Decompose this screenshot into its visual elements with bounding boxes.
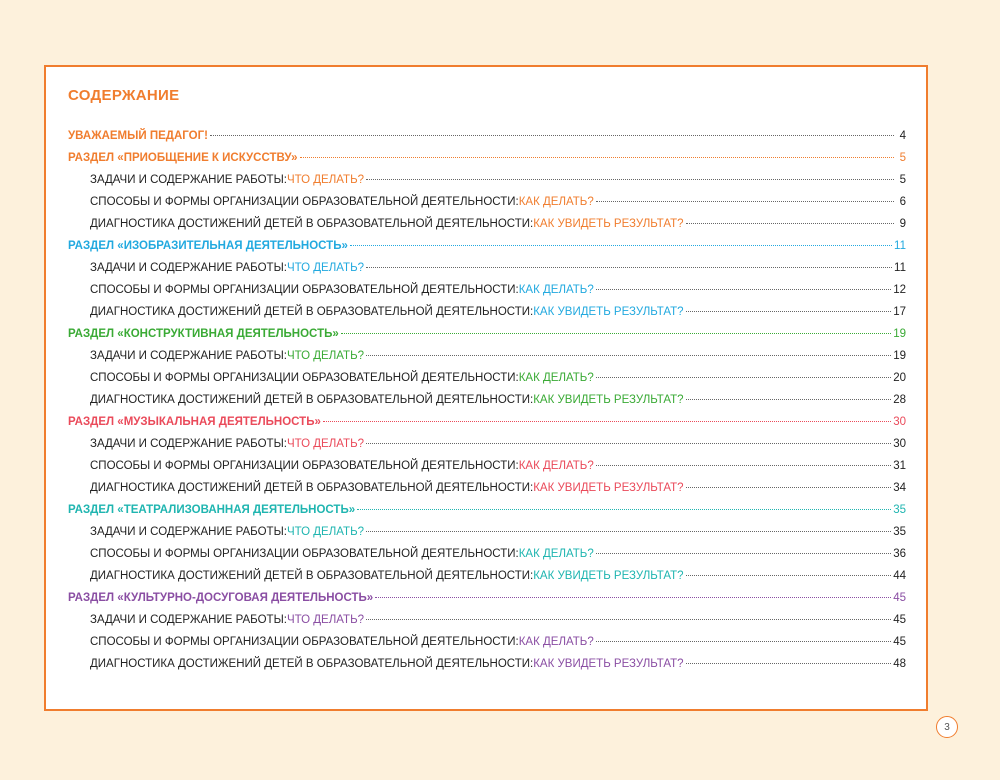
toc-page-number: 19 [893, 350, 906, 362]
toc-page-number: 45 [893, 636, 906, 648]
toc-item-label: СПОСОБЫ И ФОРМЫ ОРГАНИЗАЦИИ ОБРАЗОВАТЕЛЬНОЙ ДЕЯТЕЛЬНОСТИ: [90, 636, 519, 648]
dot-leader [596, 553, 891, 554]
toc-item-label: ДИАГНОСТИКА ДОСТИЖЕНИЙ ДЕТЕЙ В ОБРАЗОВАТЕЛЬНОЙ ДЕЯТЕЛЬНОСТИ: [90, 218, 534, 230]
toc-page-number: 36 [893, 548, 906, 560]
toc-item[interactable] [68, 570, 906, 592]
dot-leader [341, 333, 891, 334]
dot-leader [686, 663, 892, 664]
toc-item[interactable] [68, 174, 906, 196]
toc-item-highlight: ЧТО ДЕЛАТЬ? [286, 174, 365, 186]
dot-leader [686, 223, 894, 224]
page-number-badge: 3 [936, 716, 958, 738]
toc-item-label: ЗАДАЧИ И СОДЕРЖАНИЕ РАБОТЫ: [90, 262, 287, 274]
dot-leader [375, 597, 891, 598]
toc-page-number: 4 [899, 130, 906, 142]
toc-page-number: 6 [899, 196, 906, 208]
dot-leader [596, 641, 891, 642]
toc-item[interactable] [68, 636, 906, 658]
toc-item[interactable] [68, 614, 906, 636]
toc-item[interactable] [68, 548, 906, 570]
dot-leader [300, 157, 894, 158]
toc-page-number: 12 [893, 284, 906, 296]
table-of-contents [68, 130, 906, 680]
toc-item-label: ЗАДАЧИ И СОДЕРЖАНИЕ РАБОТЫ: [90, 614, 287, 626]
toc-item[interactable] [68, 658, 906, 680]
toc-item[interactable] [68, 218, 906, 240]
dot-leader [366, 531, 891, 532]
toc-page-number: 5 [899, 152, 906, 164]
toc-page-number: 30 [893, 438, 906, 450]
toc-item[interactable] [68, 372, 906, 394]
toc-page-number: 9 [899, 218, 906, 230]
page-title: СОДЕРЖАНИЕ [68, 87, 180, 104]
toc-item-label: ЗАДАЧИ И СОДЕРЖАНИЕ РАБОТЫ: [90, 174, 287, 186]
toc-section-label: РАЗДЕЛ «ТЕАТРАЛИЗОВАННАЯ ДЕЯТЕЛЬНОСТЬ» [68, 504, 356, 516]
toc-item[interactable] [68, 284, 906, 306]
toc-item-highlight: КАК ДЕЛАТЬ? [518, 548, 594, 560]
dot-leader [366, 267, 892, 268]
toc-item-highlight: ЧТО ДЕЛАТЬ? [286, 526, 365, 538]
toc-item-highlight: КАК ДЕЛАТЬ? [518, 372, 594, 384]
dot-leader [596, 201, 894, 202]
toc-item-label: СПОСОБЫ И ФОРМЫ ОРГАНИЗАЦИИ ОБРАЗОВАТЕЛЬНОЙ ДЕЯТЕЛЬНОСТИ: [90, 372, 519, 384]
toc-section-art[interactable] [68, 152, 906, 174]
dot-leader [686, 399, 892, 400]
contents-frame [44, 65, 928, 711]
toc-page-number: 30 [893, 416, 906, 428]
toc-item-label: ДИАГНОСТИКА ДОСТИЖЕНИЙ ДЕТЕЙ В ОБРАЗОВАТЕЛЬНОЙ ДЕЯТЕЛЬНОСТИ: [90, 658, 534, 670]
toc-item-label: СПОСОБЫ И ФОРМЫ ОРГАНИЗАЦИИ ОБРАЗОВАТЕЛЬНОЙ ДЕЯТЕЛЬНОСТИ: [90, 196, 519, 208]
dot-leader [350, 245, 892, 246]
toc-section-label: РАЗДЕЛ «МУЗЫКАЛЬНАЯ ДЕЯТЕЛЬНОСТЬ» [68, 416, 321, 428]
toc-item-highlight: ЧТО ДЕЛАТЬ? [286, 262, 365, 274]
dot-leader [366, 619, 891, 620]
dot-leader [686, 487, 892, 488]
toc-item[interactable] [68, 526, 906, 548]
toc-page-number: 20 [893, 372, 906, 384]
dot-leader [596, 465, 891, 466]
dot-leader [596, 377, 891, 378]
toc-item-label: ЗАДАЧИ И СОДЕРЖАНИЕ РАБОТЫ: [90, 438, 287, 450]
toc-entry-label: УВАЖАЕМЫЙ ПЕДАГОГ! [68, 130, 208, 142]
toc-item-label: СПОСОБЫ И ФОРМЫ ОРГАНИЗАЦИИ ОБРАЗОВАТЕЛЬНОЙ ДЕЯТЕЛЬНОСТИ: [90, 284, 519, 296]
toc-section-theatre[interactable] [68, 504, 906, 526]
toc-page-number: 45 [893, 592, 906, 604]
toc-page-number: 34 [893, 482, 906, 494]
toc-item-highlight: КАК УВИДЕТЬ РЕЗУЛЬТАТ? [533, 570, 684, 582]
toc-page-number: 11 [894, 262, 906, 274]
toc-page-number: 31 [893, 460, 906, 472]
toc-item-label: ЗАДАЧИ И СОДЕРЖАНИЕ РАБОТЫ: [90, 526, 287, 538]
dot-leader [596, 289, 891, 290]
toc-item[interactable] [68, 394, 906, 416]
toc-item[interactable] [68, 262, 906, 284]
toc-page-number: 5 [899, 174, 906, 186]
toc-page-number: 28 [893, 394, 906, 406]
toc-item-highlight: КАК ДЕЛАТЬ? [518, 196, 594, 208]
toc-item-label: ДИАГНОСТИКА ДОСТИЖЕНИЙ ДЕТЕЙ В ОБРАЗОВАТЕЛЬНОЙ ДЕЯТЕЛЬНОСТИ: [90, 306, 534, 318]
dot-leader [686, 311, 892, 312]
toc-section-constructive[interactable] [68, 328, 906, 350]
dot-leader [366, 443, 891, 444]
dot-leader [357, 509, 891, 510]
toc-page-number: 35 [893, 504, 906, 516]
toc-section-label: РАЗДЕЛ «ИЗОБРАЗИТЕЛЬНАЯ ДЕЯТЕЛЬНОСТЬ» [68, 240, 348, 252]
toc-item-highlight: КАК УВИДЕТЬ РЕЗУЛЬТАТ? [533, 306, 684, 318]
toc-item-highlight: ЧТО ДЕЛАТЬ? [286, 350, 365, 362]
toc-item-highlight: КАК ДЕЛАТЬ? [518, 636, 594, 648]
dot-leader [366, 179, 894, 180]
toc-page-number: 35 [893, 526, 906, 538]
toc-section-label: РАЗДЕЛ «КУЛЬТУРНО-ДОСУГОВАЯ ДЕЯТЕЛЬНОСТЬ» [68, 592, 374, 604]
toc-item-highlight: ЧТО ДЕЛАТЬ? [286, 438, 365, 450]
toc-page-number: 44 [893, 570, 906, 582]
dot-leader [323, 421, 891, 422]
dot-leader [686, 575, 892, 576]
toc-item-label: СПОСОБЫ И ФОРМЫ ОРГАНИЗАЦИИ ОБРАЗОВАТЕЛЬНОЙ ДЕЯТЕЛЬНОСТИ: [90, 460, 519, 472]
toc-page-number: 19 [893, 328, 906, 340]
dot-leader [210, 135, 894, 136]
toc-page-number: 48 [893, 658, 906, 670]
toc-item[interactable] [68, 306, 906, 328]
toc-item[interactable] [68, 482, 906, 504]
toc-item-label: ЗАДАЧИ И СОДЕРЖАНИЕ РАБОТЫ: [90, 350, 287, 362]
toc-item-highlight: ЧТО ДЕЛАТЬ? [286, 614, 365, 626]
toc-page-number: 45 [893, 614, 906, 626]
toc-item-label: СПОСОБЫ И ФОРМЫ ОРГАНИЗАЦИИ ОБРАЗОВАТЕЛЬНОЙ ДЕЯТЕЛЬНОСТИ: [90, 548, 519, 560]
toc-item-highlight: КАК УВИДЕТЬ РЕЗУЛЬТАТ? [533, 482, 684, 494]
toc-item-label: ДИАГНОСТИКА ДОСТИЖЕНИЙ ДЕТЕЙ В ОБРАЗОВАТЕЛЬНОЙ ДЕЯТЕЛЬНОСТИ: [90, 482, 534, 494]
toc-item[interactable] [68, 196, 906, 218]
toc-item-highlight: КАК УВИДЕТЬ РЕЗУЛЬТАТ? [533, 394, 684, 406]
toc-item-highlight: КАК ДЕЛАТЬ? [518, 284, 594, 296]
dot-leader [366, 355, 891, 356]
toc-page-number: 11 [894, 240, 906, 252]
toc-page-number: 17 [893, 306, 906, 318]
toc-section-label: РАЗДЕЛ «ПРИОБЩЕНИЕ К ИСКУССТВУ» [68, 152, 298, 164]
toc-item-highlight: КАК ДЕЛАТЬ? [518, 460, 594, 472]
toc-item[interactable] [68, 350, 906, 372]
toc-item[interactable] [68, 460, 906, 482]
toc-section-music[interactable] [68, 416, 906, 438]
toc-item-label: ДИАГНОСТИКА ДОСТИЖЕНИЙ ДЕТЕЙ В ОБРАЗОВАТЕЛЬНОЙ ДЕЯТЕЛЬНОСТИ: [90, 394, 534, 406]
toc-section-visual[interactable] [68, 240, 906, 262]
toc-entry-intro[interactable] [68, 130, 906, 152]
toc-section-leisure[interactable] [68, 592, 906, 614]
toc-item[interactable] [68, 438, 906, 460]
toc-item-label: ДИАГНОСТИКА ДОСТИЖЕНИЙ ДЕТЕЙ В ОБРАЗОВАТЕЛЬНОЙ ДЕЯТЕЛЬНОСТИ: [90, 570, 534, 582]
toc-item-highlight: КАК УВИДЕТЬ РЕЗУЛЬТАТ? [533, 658, 684, 670]
toc-section-label: РАЗДЕЛ «КОНСТРУКТИВНАЯ ДЕЯТЕЛЬНОСТЬ» [68, 328, 339, 340]
toc-item-highlight: КАК УВИДЕТЬ РЕЗУЛЬТАТ? [533, 218, 684, 230]
